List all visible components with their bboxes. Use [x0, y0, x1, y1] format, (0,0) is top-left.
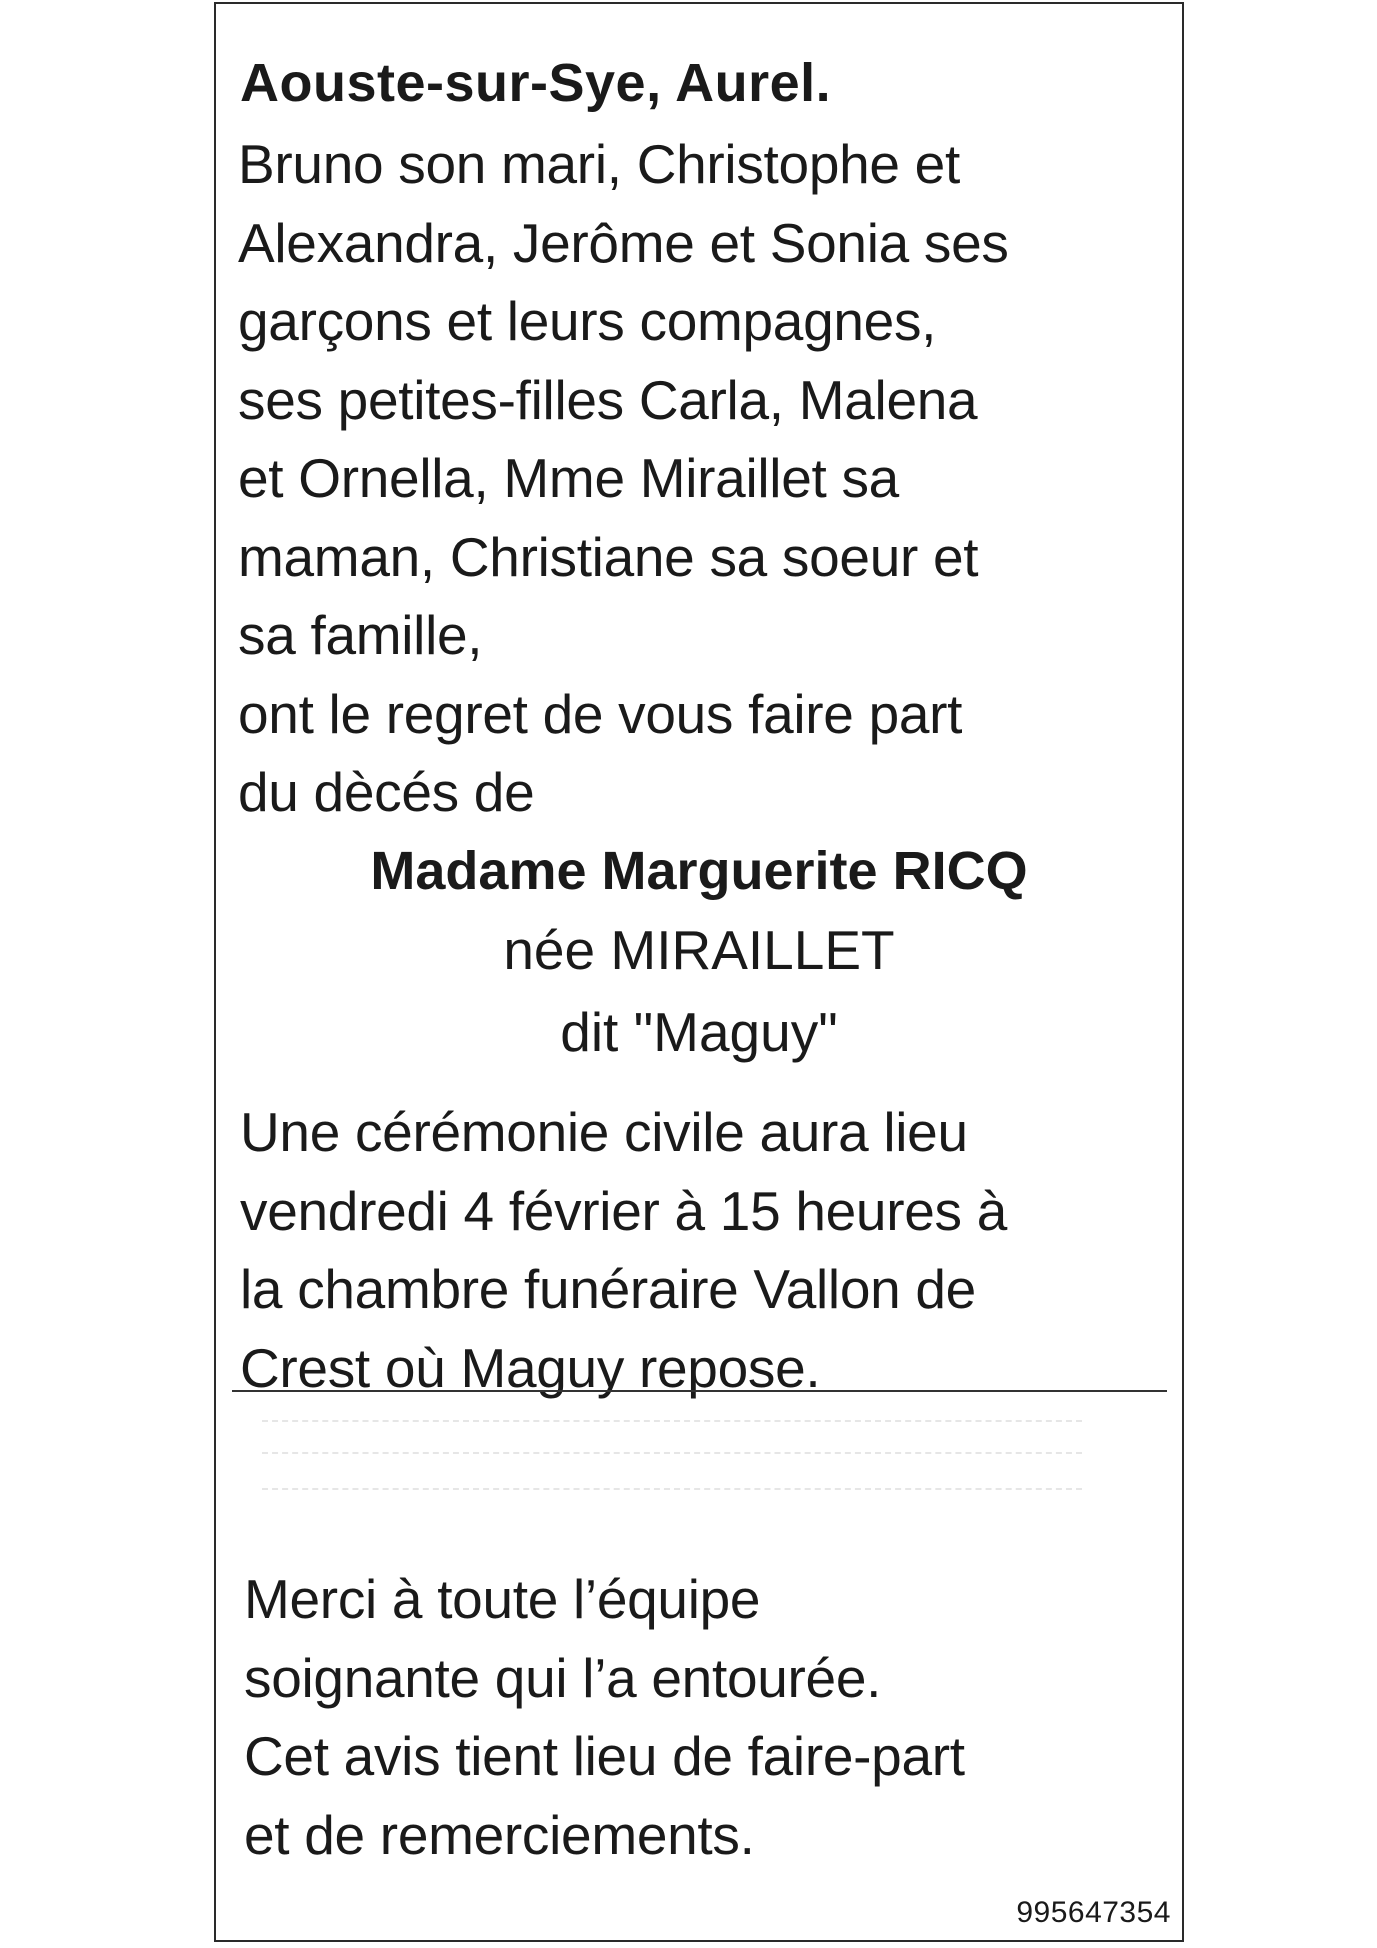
nickname: dit "Maguy" — [560, 1001, 838, 1063]
deceased-name: Madame Marguerite RICQ — [370, 841, 1028, 901]
reference-number: 995647354 — [1016, 1896, 1171, 1929]
maiden-name: née MIRAILLET — [503, 919, 895, 981]
ceremony-paragraph: Une cérémonie civile aura lieu vendredi 4 février à 15 heures à la chambre funéraire Vallon de Crest où Maguy repose. — [240, 1101, 1007, 1399]
notice-heading: Aouste-sur-Sye, Aurel. — [240, 53, 832, 113]
faded-print-line — [262, 1488, 1082, 1490]
faded-print-line — [262, 1420, 1082, 1422]
faded-print-line — [262, 1452, 1082, 1454]
thanks-paragraph: Merci à toute l’équipe soignante qui l’a entourée. Cet avis tient lieu de faire-part et de remerciements. — [244, 1568, 965, 1866]
family-paragraph: Bruno son mari, Christophe et Alexandra, Jerôme et Sonia ses garçons et leurs compagnes, ses petites-filles Carla, Malena et Ornella, Mme Miraillet sa maman, Christiane sa soeur et sa famille, ont le regret de vous faire part du dècés de — [238, 133, 1009, 823]
section-divider — [232, 1390, 1167, 1392]
